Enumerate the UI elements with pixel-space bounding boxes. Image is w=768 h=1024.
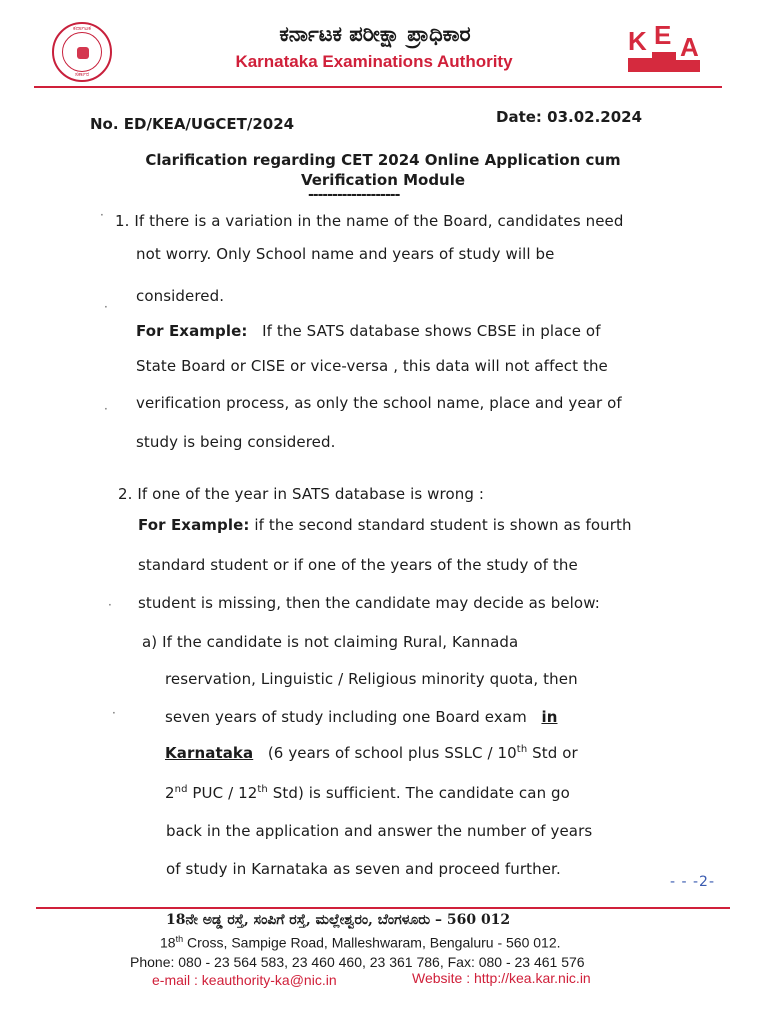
point2-example-line-3: student is missing, then the candidate may decide as below: [138,594,600,612]
point2-number: 2. [118,485,133,503]
point2a-line-2: reservation, Linguistic / Religious minority quota, then [165,670,578,688]
point1-line-3: considered. [136,287,225,305]
point2a-line-4 [165,744,578,762]
point2a-text-3: seven years of study including one Board exam [165,708,527,726]
point1-example-line-2: State Board or CISE or vice-versa , this data will not affect the [136,357,608,375]
footer-address-number: 18 [160,934,176,951]
logo-letter-a: A [680,32,699,62]
margin-tick-mark: · [112,706,116,720]
point2-example-line-2: standard student or if one of the years of the study of the [138,556,578,574]
point1-example-text-1: If the SATS database shows CBSE in place of [262,322,601,340]
logo-letter-k: K [628,26,647,56]
point2-example-text-1: if the second standard student is shown as fourth [254,516,632,534]
seal-text-bottom: ಸರ್ಕಾರ [74,71,90,78]
footer-email[interactable]: e-mail : keauthority-ka@nic.in [152,972,337,988]
header-divider [34,86,722,88]
point2a-text-5c: Std) is sufficient. The candidate can go [267,784,570,802]
point2-heading-line [118,485,484,503]
point2a-text-4a: (6 years of school plus SSLC / 10 [267,744,517,762]
logo-letter-e: E [654,20,672,50]
superscript-th: th [257,784,268,795]
point2a-line-6: back in the application and answer the number of years [166,822,593,840]
point1-example-line-4: study is being considered. [136,433,336,451]
title-underline: ------------------- [308,187,400,203]
point2a-text-5b: PUC / 12 [187,784,258,802]
point1-text-1: If there is a variation in the name of the Board, candidates need [134,212,624,230]
margin-tick-mark: · [104,300,108,314]
footer-divider [36,907,730,909]
margin-tick-mark: · [100,208,104,222]
point1-number: 1. [115,212,130,230]
point2a-line-3 [165,708,557,726]
point2a-line-7: of study in Karnataka as seven and proceed further. [166,860,561,878]
government-seal [52,22,112,82]
org-name-english: Karnataka Examinations Authority [235,52,513,71]
point1-example-line-3: verification process, as only the school name, place and year of [136,394,622,412]
footer-address-english [160,934,561,951]
footer-address-sup: th [175,934,184,944]
footer-phone: Phone: 080 - 23 564 583, 23 460 460, 23 361 786, Fax: 080 - 23 461 576 [130,954,585,970]
point2a-text-5a: 2 [165,784,175,802]
point2-example-line-1 [138,516,632,534]
point2a-label: a) [142,633,158,651]
point2a-in-word: in [541,708,558,726]
margin-tick-mark: · [104,402,108,416]
footer-address-text: Cross, Sampige Road, Malleshwaram, Bengaluru - 560 012. [183,934,561,951]
footer-address-kannada: 18ನೇ ಅಡ್ಡ ರಸ್ತೆ, ಸಂಪಿಗೆ ರಸ್ತೆ, ಮಲ್ಲೇಶ್ವರಂ, ಬೆಂಗಳೂರು – 560 012 [166,912,511,928]
point2a-karnataka: Karnataka [165,744,254,762]
point2a-text-4b: Std or [527,744,578,762]
point2-heading: If one of the year in SATS database is wrong : [137,485,484,503]
margin-tick-mark: · [108,598,112,612]
kea-logo [624,20,704,80]
title-line-1: Clarification regarding CET 2024 Online Application cum [145,151,621,169]
seal-text-top: ಕರ್ನಾಟಕ [73,25,91,32]
point2a-line-5 [165,784,570,802]
emblem-icon [77,47,89,59]
point1-line-1 [115,212,624,230]
point1-line-2: not worry. Only School name and years of study will be [136,245,555,263]
seal-emblem-ring [62,32,102,72]
org-name-kannada: ಕರ್ನಾಟಕ ಪರೀಕ್ಷಾ ಪ್ರಾಧಿಕಾರ [279,22,471,46]
footer-website[interactable]: Website : http://kea.kar.nic.in [412,970,591,986]
point2a-text-1: If the candidate is not claiming Rural, Kannada [162,633,519,651]
page-continuation-mark: - - -2- [670,874,716,890]
document-title [118,150,648,190]
reference-date: Date: 03.02.2024 [496,108,643,126]
point2a-line-1 [142,633,518,651]
point1-example-line-1 [136,322,601,340]
superscript-th: th [516,744,528,755]
point1-example-label: For Example: [136,322,248,340]
superscript-nd: nd [174,784,188,795]
point2-example-label: For Example: [138,516,250,534]
reference-number: No. ED/KEA/UGCET/2024 [90,115,295,133]
title-line-2: Verification Module [300,171,466,189]
